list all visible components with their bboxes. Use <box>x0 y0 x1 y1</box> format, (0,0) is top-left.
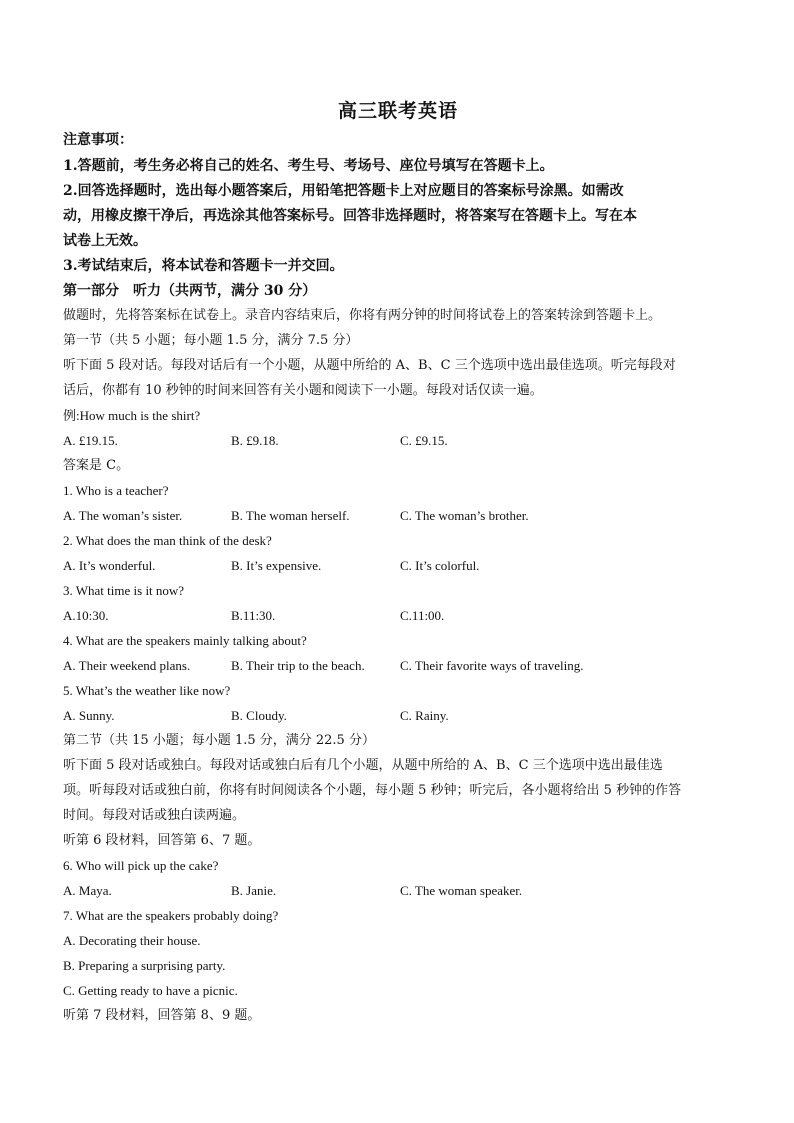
question-7-option-b: B. Preparing a surprising party. <box>63 958 226 973</box>
question-5-option-a: A. Sunny. <box>63 708 115 723</box>
question-6: 6. Who will pick up the cake? <box>63 858 219 873</box>
question-4-option-c: C. Their favorite ways of traveling. <box>400 658 584 673</box>
notice-item-2-line-1: 2.回答选择题时，选出每小题答案后，用铅笔把答题卡上对应题目的答案标号涂黑。如需改 <box>63 183 624 199</box>
question-7: 7. What are the speakers probably doing? <box>63 908 279 923</box>
exam-title: 高三联考英语 <box>337 100 458 122</box>
question-6-option-b: B. Janie. <box>231 883 277 898</box>
question-1-option-a: A. The woman’s sister. <box>63 508 183 523</box>
section1-directions-line-1: 听下面 5 段对话。每段对话后有一个小题，从题中所给的 A、B、C 三个选项中选出最佳选项。听完每段对 <box>63 358 676 373</box>
notice-heading: 注意事项： <box>63 132 133 148</box>
notice-item-3: 3.考试结束后，将本试卷和答题卡一并交回。 <box>63 258 344 274</box>
question-1-option-b: B. The woman herself. <box>231 508 350 523</box>
section2-heading: 第二节（共 15 小题；每小题 1.5 分，满分 22.5 分） <box>63 733 375 748</box>
question-4: 4. What are the speakers mainly talking about? <box>63 633 307 648</box>
question-2-option-a: A. It’s wonderful. <box>63 558 156 573</box>
example-option-c: C. £9.15. <box>400 433 448 448</box>
question-5-option-b: B. Cloudy. <box>231 708 287 723</box>
question-1: 1. Who is a teacher? <box>63 483 169 498</box>
question-3-option-a: A.10:30. <box>63 608 109 623</box>
question-4-option-b: B. Their trip to the beach. <box>231 658 365 673</box>
question-3-option-c: C.11:00. <box>400 608 445 623</box>
question-7-option-a: A. Decorating their house. <box>63 933 201 948</box>
example-option-a: A. £19.15. <box>63 433 118 448</box>
question-3: 3. What time is it now? <box>63 583 185 598</box>
section2-directions-line-3: 时间。每段对话或独白读两遍。 <box>63 808 246 823</box>
question-5-option-c: C. Rainy. <box>400 708 449 723</box>
section2-directions-line-2: 项。听每段对话或独白前，你将有时间阅读各个小题，每小题 5 秒钟；听完后，各小题将给出 5 秒钟的作答 <box>63 783 682 798</box>
example-option-b: B. £9.18. <box>231 433 279 448</box>
question-1-option-c: C. The woman’s brother. <box>400 508 529 523</box>
question-6-option-c: C. The woman speaker. <box>400 883 523 898</box>
section1-heading: 第一节（共 5 小题；每小题 1.5 分，满分 7.5 分） <box>63 333 359 348</box>
part1-heading: 第一部分 听力（共两节，满分 30 分） <box>63 283 317 299</box>
part1-instruction: 做题时，先将答案标在试卷上。录音内容结束后，你将有两分钟的时间将试卷上的答案转涂到答题卡上。 <box>63 308 662 323</box>
question-6-option-a: A. Maya. <box>63 883 112 898</box>
question-4-option-a: A. Their weekend plans. <box>63 658 191 673</box>
question-2-option-c: C. It’s colorful. <box>400 558 480 573</box>
example-question: 例:How much is the shirt? <box>63 408 201 423</box>
notice-item-2-line-3: 试卷上无效。 <box>63 233 147 249</box>
material-7-heading: 听第 7 段材料，回答第 8、9 题。 <box>63 1008 261 1023</box>
question-2: 2. What does the man think of the desk? <box>63 533 272 548</box>
question-3-option-b: B.11:30. <box>231 608 276 623</box>
question-5: 5. What’s the weather like now? <box>63 683 231 698</box>
example-answer: 答案是 C。 <box>63 458 130 473</box>
material-6-heading: 听第 6 段材料，回答第 6、7 题。 <box>63 833 261 848</box>
section1-directions-line-2: 话后，你都有 10 秒钟的时间来回答有关小题和阅读下一小题。每段对话仅读一遍。 <box>63 383 543 398</box>
question-7-option-c: C. Getting ready to have a picnic. <box>63 983 238 998</box>
section2-directions-line-1: 听下面 5 段对话或独白。每段对话或独白后有几个小题，从题中所给的 A、B、C 三个选项中选出最佳选 <box>63 758 663 773</box>
notice-item-2-line-2: 动，用橡皮擦干净后，再选涂其他答案标号。回答非选择题时，将答案写在答题卡上。写在本 <box>63 208 637 224</box>
question-2-option-b: B. It’s expensive. <box>231 558 322 573</box>
notice-item-1: 1.答题前，考生务必将自己的姓名、考生号、考场号、座位号填写在答题卡上。 <box>63 158 554 174</box>
